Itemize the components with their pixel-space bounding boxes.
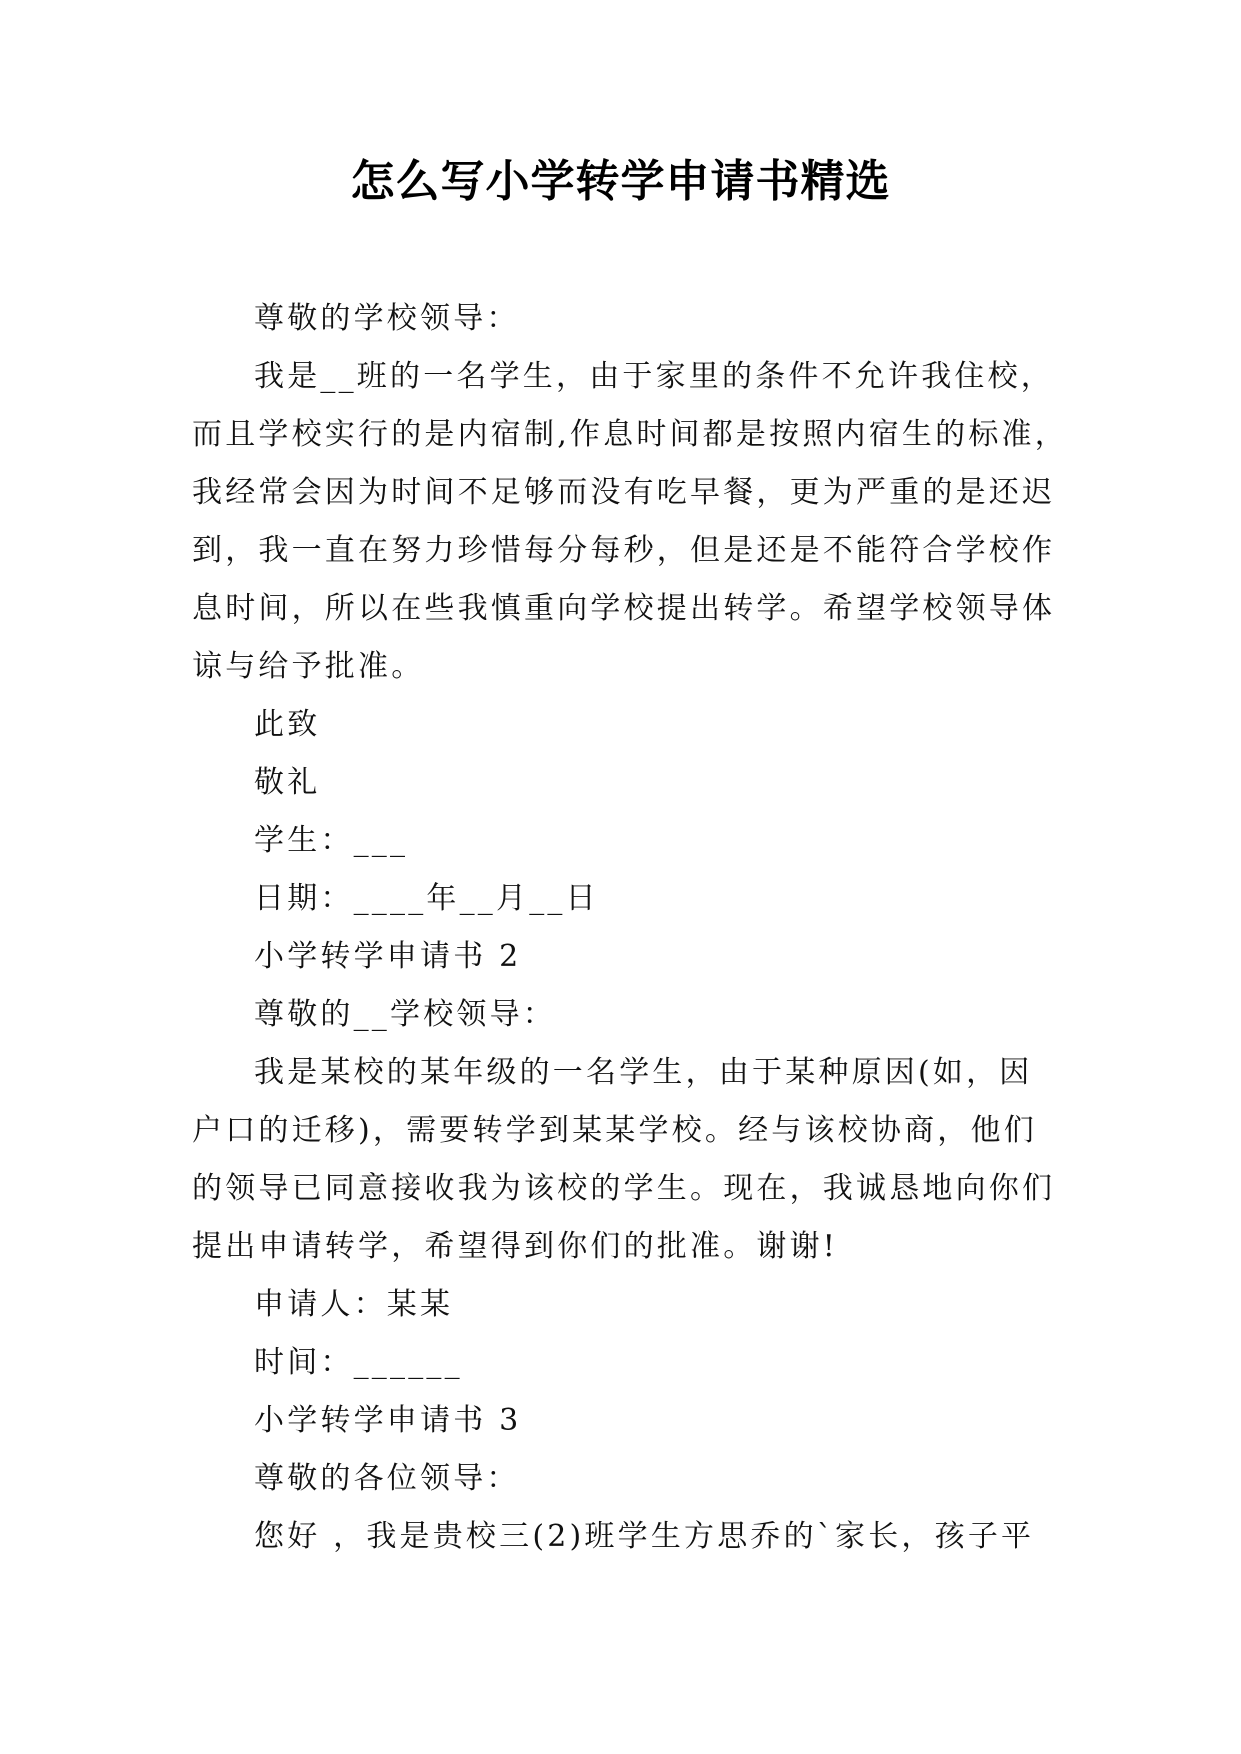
text-line: 我是__班的一名学生，由于家里的条件不允许我住校，	[254, 359, 1054, 394]
text-line: 此致	[254, 707, 321, 742]
text-line: 尊敬的__学校领导：	[254, 997, 556, 1032]
text-line: 而且学校实行的是内宿制,作息时间都是按照内宿生的标准，	[192, 417, 1068, 452]
text-line: 尊敬的学校领导：	[254, 301, 520, 336]
document-body	[192, 290, 1068, 1566]
text-line: 申请人：某某	[254, 1287, 454, 1322]
document-title: 怎么写小学转学申请书精选	[350, 156, 891, 207]
text-line: 我经常会因为时间不足够而没有吃早餐，更为严重的是还迟	[192, 475, 1056, 510]
text-line: 尊敬的各位领导：	[254, 1461, 520, 1496]
text-line: 学生：___	[254, 823, 409, 858]
text-line: 提出申请转学，希望得到你们的批准。谢谢!	[192, 1229, 839, 1264]
text-line: 敬礼	[254, 765, 321, 800]
text-line: 日期：____年__月__日	[254, 881, 599, 916]
text-line: 户口的迁移)，需要转学到某某学校。经与该校协商，他们	[192, 1113, 1037, 1148]
text-line: 小学转学申请书 2	[254, 939, 522, 974]
text-line: 谅与给予批准。	[192, 649, 425, 684]
text-line: 息时间，所以在些我慎重向学校提出转学。希望学校领导体	[192, 591, 1056, 626]
text-line: 时间：______	[254, 1345, 463, 1380]
text-line: 到，我一直在努力珍惜每分每秒，但是还是不能符合学校作	[192, 533, 1056, 568]
text-line: 您好 ，我是贵校三(2)班学生方思乔的`家长，孩子平	[254, 1519, 1035, 1554]
text-line: 小学转学申请书 3	[254, 1403, 522, 1438]
text-line: 的领导已同意接收我为该校的学生。现在，我诚恳地向你们	[192, 1171, 1056, 1206]
text-line: 我是某校的某年级的一名学生，由于某种原因(如，因	[254, 1055, 1033, 1090]
